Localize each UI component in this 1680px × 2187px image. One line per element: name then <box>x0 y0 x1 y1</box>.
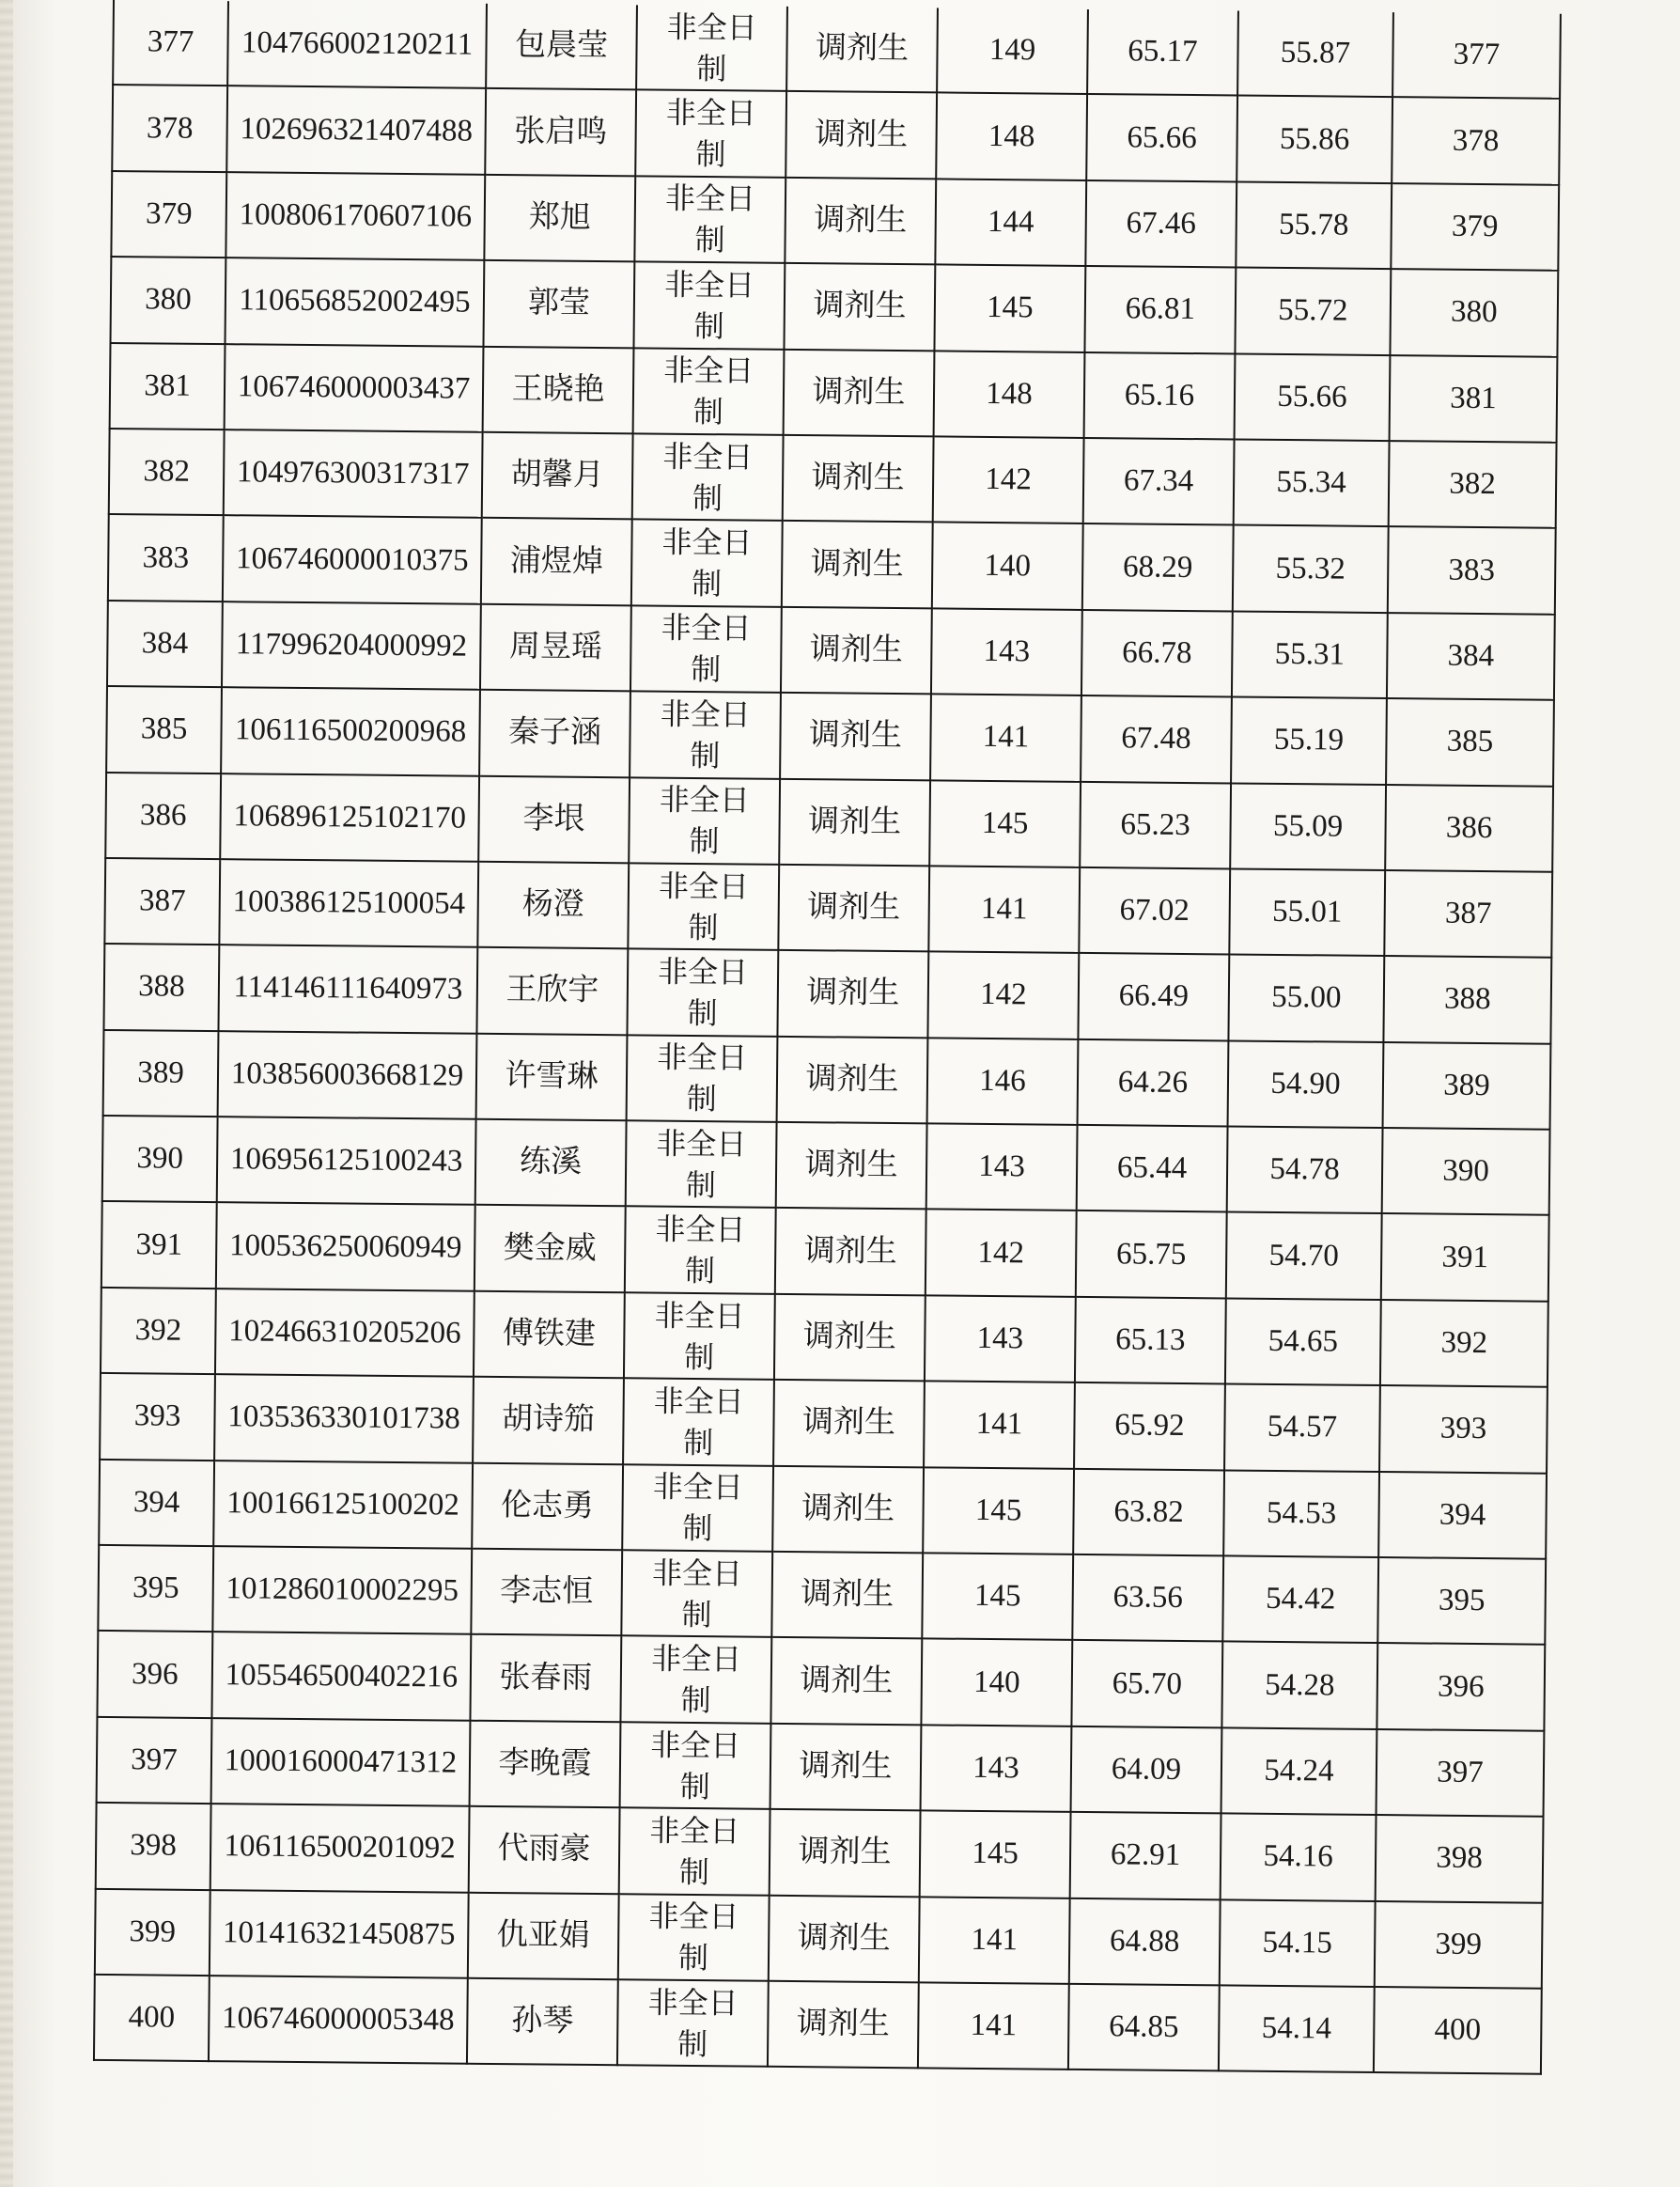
cell-score-total: 54.65 <box>1225 1298 1381 1385</box>
study-mode-line-1: 非全日 <box>664 181 756 217</box>
cell-score-total: 54.24 <box>1221 1727 1377 1815</box>
cell-category: 调剂生 <box>772 1465 924 1553</box>
cell-score-retest: 65.66 <box>1086 94 1237 181</box>
cell-score-initial: 141 <box>930 695 1081 782</box>
cell-rank: 391 <box>1381 1213 1549 1301</box>
cell-score-total: 54.78 <box>1227 1127 1383 1214</box>
cell-seq: 387 <box>104 858 220 945</box>
cell-category: 调剂生 <box>768 1981 919 2069</box>
study-mode-line-2: 制 <box>679 1769 710 1804</box>
cell-seq: 388 <box>103 944 219 1031</box>
table-row <box>108 514 1556 614</box>
cell-name: 练溪 <box>475 1119 627 1207</box>
cell-name: 仇亚娟 <box>468 1892 619 1979</box>
cell-study-mode <box>631 520 783 607</box>
study-mode-line-1: 非全日 <box>651 1555 743 1591</box>
cell-seq: 399 <box>95 1889 210 1976</box>
table-row <box>98 1545 1546 1645</box>
cell-study-mode <box>632 433 784 521</box>
cell-score-total: 54.15 <box>1220 1899 1376 1987</box>
paper-edge <box>0 0 13 2187</box>
cell-score-total: 55.00 <box>1228 955 1384 1042</box>
cell-study-mode <box>622 1464 773 1552</box>
cell-name: 王欣宇 <box>476 947 628 1035</box>
cell-category: 调剂生 <box>784 263 935 351</box>
table-row <box>107 601 1555 700</box>
cell-category: 调剂生 <box>771 1552 923 1639</box>
cell-score-total: 54.90 <box>1228 1040 1384 1128</box>
cell-study-mode <box>626 1120 777 1208</box>
cell-study-mode <box>620 1636 771 1724</box>
cell-score-retest: 66.78 <box>1081 610 1233 697</box>
cell-seq: 379 <box>111 171 226 258</box>
cell-study-mode <box>627 1035 778 1122</box>
study-mode-line-2: 制 <box>677 1941 709 1976</box>
table-row <box>105 772 1553 871</box>
cell-rank: 382 <box>1389 441 1557 528</box>
cell-score-retest: 67.48 <box>1081 695 1232 783</box>
cell-name: 周昱瑶 <box>480 604 631 692</box>
cell-category: 调剂生 <box>778 865 929 952</box>
study-mode-line-2: 制 <box>686 1082 717 1117</box>
study-mode-line-1: 非全日 <box>658 868 750 904</box>
cell-rank: 398 <box>1376 1815 1544 1902</box>
cell-rank: 388 <box>1383 956 1551 1043</box>
cell-study-mode <box>630 691 781 778</box>
table-row <box>111 257 1559 356</box>
cell-rank: 380 <box>1390 269 1558 356</box>
cell-exam-id: 106116500200968 <box>221 687 480 775</box>
cell-score-total: 54.42 <box>1222 1555 1378 1643</box>
table-row <box>101 1288 1548 1387</box>
cell-exam-id: 104766002120211 <box>227 1 487 88</box>
cell-name: 张春雨 <box>470 1634 621 1722</box>
cell-seq: 397 <box>97 1717 212 1804</box>
cell-score-total: 55.01 <box>1229 868 1385 956</box>
cell-score-retest: 62.91 <box>1070 1812 1221 1899</box>
cell-name: 伦志勇 <box>472 1462 623 1550</box>
cell-rank: 400 <box>1374 1987 1542 2074</box>
cell-category: 调剂生 <box>770 1637 922 1725</box>
cell-score-total: 54.70 <box>1226 1212 1382 1300</box>
cell-rank: 385 <box>1386 698 1554 786</box>
cell-exam-id: 103856003668129 <box>218 1031 477 1119</box>
cell-name: 孙琴 <box>467 1978 618 2066</box>
cell-score-initial: 143 <box>921 1725 1072 1812</box>
cell-score-initial: 143 <box>931 608 1082 695</box>
cell-seq: 398 <box>96 1803 211 1890</box>
cell-seq: 384 <box>107 601 223 688</box>
cell-exam-id: 100016000471312 <box>211 1718 471 1806</box>
cell-name: 李垠 <box>478 775 630 863</box>
study-mode-line-1: 非全日 <box>655 1211 746 1247</box>
cell-study-mode <box>627 949 778 1037</box>
study-mode-line-1: 非全日 <box>665 95 757 131</box>
cell-rank: 393 <box>1379 1385 1548 1473</box>
cell-rank: 386 <box>1385 785 1553 872</box>
cell-score-total: 55.34 <box>1234 439 1390 526</box>
study-mode-line-1: 非全日 <box>653 1383 744 1419</box>
cell-score-initial: 145 <box>920 1811 1071 1898</box>
study-mode-line-1: 非全日 <box>650 1727 741 1762</box>
cell-score-retest: 63.56 <box>1072 1554 1223 1642</box>
cell-study-mode <box>621 1550 772 1637</box>
study-mode-line-2: 制 <box>684 1254 716 1289</box>
cell-seq: 390 <box>102 1116 218 1203</box>
study-mode-line-2: 制 <box>682 1511 713 1546</box>
cell-category: 调剂生 <box>784 349 935 436</box>
cell-score-retest: 65.16 <box>1084 352 1236 440</box>
cell-score-retest: 67.46 <box>1085 180 1237 268</box>
cell-score-total: 55.32 <box>1233 525 1389 613</box>
cell-score-retest: 64.88 <box>1069 1898 1221 1985</box>
study-mode-line-2: 制 <box>680 1682 711 1718</box>
cell-category: 调剂生 <box>770 1724 922 1811</box>
cell-category: 调剂生 <box>785 178 936 265</box>
cell-rank: 384 <box>1387 613 1555 700</box>
study-mode-line-2: 制 <box>693 308 724 344</box>
cell-seq: 386 <box>105 772 221 859</box>
table-row <box>94 1975 1542 2074</box>
cell-category: 调剂生 <box>777 950 928 1038</box>
table-row <box>106 686 1554 786</box>
cell-score-retest: 65.13 <box>1075 1297 1226 1384</box>
cell-rank: 381 <box>1390 355 1558 443</box>
cell-score-initial: 149 <box>937 8 1088 94</box>
cell-name: 樊金威 <box>474 1205 626 1292</box>
study-mode-line-2: 制 <box>687 995 718 1031</box>
study-mode-line-1: 非全日 <box>650 1641 742 1677</box>
cell-study-mode <box>629 777 780 865</box>
cell-exam-id: 101286010002295 <box>212 1546 472 1634</box>
study-mode-line-2: 制 <box>685 1167 717 1202</box>
cell-rank: 396 <box>1377 1643 1545 1730</box>
cell-score-initial: 145 <box>922 1553 1073 1640</box>
cell-study-mode <box>618 1894 770 1981</box>
study-mode-line-1: 非全日 <box>649 1813 740 1849</box>
cell-rank: 390 <box>1382 1128 1550 1215</box>
cell-seq: 393 <box>100 1373 215 1461</box>
study-mode-line-1: 非全日 <box>654 1298 745 1334</box>
cell-study-mode <box>623 1379 774 1466</box>
cell-exam-id: 104976300317317 <box>224 430 483 518</box>
cell-score-initial: 141 <box>924 1382 1075 1469</box>
cell-score-total: 55.31 <box>1232 611 1388 698</box>
cell-score-retest: 65.92 <box>1074 1382 1225 1470</box>
cell-name: 包晨莹 <box>486 4 637 90</box>
cell-study-mode <box>634 176 786 263</box>
table-row <box>95 1889 1543 1989</box>
table-row <box>97 1717 1545 1817</box>
study-mode-line-1: 非全日 <box>657 1039 748 1075</box>
cell-name: 郭莹 <box>483 260 634 348</box>
cell-seq: 378 <box>112 85 227 172</box>
cell-study-mode <box>619 1807 770 1895</box>
cell-score-initial: 146 <box>927 1038 1079 1125</box>
cell-exam-id: 106956125100243 <box>217 1117 476 1205</box>
cell-exam-id: 102466310205206 <box>215 1289 474 1377</box>
study-mode-line-2: 制 <box>683 1425 714 1461</box>
study-mode-line-2: 制 <box>677 2026 708 2061</box>
cell-category: 调剂生 <box>786 7 938 93</box>
study-mode-line-2: 制 <box>688 910 719 945</box>
table-body <box>94 0 1561 2074</box>
cell-score-initial: 140 <box>932 523 1083 610</box>
cell-score-retest: 67.02 <box>1079 867 1230 955</box>
cell-exam-id: 103536330101738 <box>214 1374 474 1462</box>
cell-name: 胡馨月 <box>482 432 633 520</box>
cell-score-retest: 64.09 <box>1071 1726 1222 1814</box>
cell-name: 郑旭 <box>484 175 635 262</box>
study-mode-line-1: 非全日 <box>662 439 754 475</box>
cell-seq: 380 <box>111 257 226 344</box>
cell-exam-id: 110656852002495 <box>225 258 484 346</box>
cell-score-total: 55.78 <box>1236 181 1392 269</box>
study-mode-line-1: 非全日 <box>656 1126 747 1162</box>
cell-seq: 377 <box>113 0 228 86</box>
cell-score-initial: 143 <box>925 1295 1076 1382</box>
cell-rank: 392 <box>1380 1300 1548 1387</box>
table-row <box>97 1631 1545 1730</box>
cell-score-retest: 68.29 <box>1082 523 1234 611</box>
cell-seq: 400 <box>94 1975 210 2062</box>
cell-score-retest: 63.82 <box>1073 1469 1224 1556</box>
cell-name: 王晓艳 <box>483 346 634 433</box>
cell-score-retest: 65.70 <box>1071 1640 1222 1727</box>
cell-study-mode <box>633 348 785 435</box>
cell-study-mode <box>624 1292 775 1380</box>
study-mode-line-2: 制 <box>696 51 727 86</box>
cell-score-initial: 145 <box>929 780 1081 867</box>
cell-seq: 383 <box>108 514 224 601</box>
cell-rank: 378 <box>1392 97 1560 184</box>
cell-name: 杨澄 <box>477 862 629 949</box>
cell-study-mode <box>628 863 779 950</box>
cell-score-total: 54.53 <box>1223 1470 1379 1557</box>
cell-score-total: 55.86 <box>1237 96 1392 183</box>
cell-rank: 394 <box>1378 1472 1547 1559</box>
cell-score-retest: 66.81 <box>1084 266 1236 353</box>
cell-rank: 397 <box>1377 1729 1545 1817</box>
cell-exam-id: 117996204000992 <box>222 601 481 690</box>
cell-score-initial: 142 <box>933 436 1084 523</box>
cell-score-initial: 141 <box>928 866 1080 953</box>
cell-rank: 399 <box>1375 1901 1543 1989</box>
study-mode-line-2: 制 <box>690 738 721 773</box>
study-mode-line-2: 制 <box>695 137 726 172</box>
cell-score-retest: 65.44 <box>1077 1125 1228 1212</box>
study-mode-line-2: 制 <box>691 566 723 601</box>
study-mode-line-2: 制 <box>678 1854 710 1890</box>
cell-rank: 395 <box>1377 1557 1546 1645</box>
cell-exam-id: 102696321407488 <box>226 86 486 175</box>
cell-study-mode <box>630 605 782 693</box>
cell-study-mode <box>625 1207 776 1294</box>
study-mode-line-1: 非全日 <box>657 954 749 990</box>
cell-exam-id: 106746000003437 <box>225 344 484 432</box>
cell-score-retest: 65.75 <box>1076 1211 1227 1298</box>
cell-exam-id: 106746000005348 <box>209 1976 468 2064</box>
study-mode-line-1: 非全日 <box>663 267 755 303</box>
study-mode-line-2: 制 <box>689 824 720 859</box>
cell-category: 调剂生 <box>780 693 931 780</box>
cell-category: 调剂生 <box>781 607 932 695</box>
table-row <box>99 1460 1547 1559</box>
cell-seq: 395 <box>98 1545 213 1632</box>
cell-score-total: 55.66 <box>1235 353 1391 441</box>
cell-exam-id: 101416321450875 <box>210 1890 469 1978</box>
cell-score-retest: 67.34 <box>1083 438 1235 525</box>
cell-rank: 389 <box>1383 1042 1551 1130</box>
study-mode-line-1: 非全日 <box>663 352 754 388</box>
cell-score-initial: 142 <box>927 952 1079 1039</box>
cell-exam-id: 114146111640973 <box>218 945 477 1033</box>
cell-exam-id: 100166125100202 <box>213 1461 473 1549</box>
study-mode-line-1: 非全日 <box>666 9 757 45</box>
cell-name: 李晚霞 <box>470 1721 621 1808</box>
table-row <box>102 1116 1550 1215</box>
cell-score-retest: 64.26 <box>1078 1039 1229 1127</box>
cell-score-initial: 142 <box>926 1210 1077 1297</box>
cell-rank: 379 <box>1391 183 1559 271</box>
cell-study-mode <box>636 5 787 91</box>
cell-score-initial: 143 <box>926 1123 1078 1211</box>
cell-seq: 392 <box>101 1288 216 1375</box>
cell-exam-id: 106896125102170 <box>220 773 479 862</box>
cell-exam-id: 106116500201092 <box>210 1804 470 1892</box>
cell-name: 浦煜焯 <box>481 518 632 605</box>
study-mode-line-1: 非全日 <box>648 1898 739 1934</box>
cell-score-retest: 66.49 <box>1078 953 1229 1040</box>
cell-score-total: 55.09 <box>1230 783 1386 870</box>
cell-category: 调剂生 <box>774 1294 926 1382</box>
cell-score-total: 54.57 <box>1224 1384 1380 1472</box>
cell-score-initial: 145 <box>923 1467 1074 1554</box>
cell-category: 调剂生 <box>786 91 937 179</box>
cell-exam-id: 106746000010375 <box>223 515 482 603</box>
table-row <box>113 0 1561 99</box>
cell-score-retest: 65.23 <box>1080 781 1231 868</box>
cell-score-total: 55.87 <box>1237 10 1393 97</box>
cell-score-initial: 148 <box>934 351 1085 438</box>
cell-seq: 385 <box>106 686 222 773</box>
cell-study-mode <box>633 262 785 350</box>
study-mode-line-1: 非全日 <box>661 611 752 646</box>
cell-exam-id: 105546500402216 <box>211 1632 471 1721</box>
cell-exam-id: 100386125100054 <box>219 859 478 947</box>
cell-score-initial: 140 <box>921 1639 1072 1726</box>
cell-score-initial: 141 <box>918 1982 1069 2070</box>
cell-seq: 381 <box>110 343 226 430</box>
study-mode-line-1: 非全日 <box>661 524 753 560</box>
study-mode-line-2: 制 <box>694 223 725 258</box>
table-row <box>100 1373 1548 1473</box>
cell-score-total: 55.72 <box>1235 268 1391 355</box>
table-row <box>110 343 1558 443</box>
table-row <box>109 429 1557 528</box>
cell-seq: 389 <box>103 1030 219 1117</box>
table-row <box>103 944 1551 1043</box>
cell-name: 代雨豪 <box>469 1806 620 1894</box>
cell-category: 调剂生 <box>782 521 933 608</box>
cell-category: 调剂生 <box>775 1208 926 1295</box>
study-mode-line-2: 制 <box>691 652 722 687</box>
cell-score-initial: 144 <box>935 179 1086 266</box>
cell-score-retest: 65.17 <box>1087 9 1238 96</box>
cell-study-mode <box>620 1722 771 1809</box>
cell-rank: 387 <box>1384 870 1552 958</box>
cell-rank: 383 <box>1388 526 1556 614</box>
cell-exam-id: 100536250060949 <box>216 1203 475 1291</box>
cell-seq: 382 <box>109 429 225 516</box>
cell-name: 许雪琳 <box>476 1033 628 1120</box>
cell-exam-id: 100806170607106 <box>226 172 485 260</box>
table-row <box>111 171 1559 271</box>
table-row <box>101 1201 1549 1301</box>
cell-category: 调剂生 <box>769 1895 920 1982</box>
study-mode-line-2: 制 <box>681 1597 712 1632</box>
cell-category: 调剂生 <box>783 435 934 523</box>
cell-score-initial: 141 <box>919 1897 1070 1984</box>
cell-seq: 396 <box>97 1631 212 1718</box>
cell-score-total: 54.28 <box>1221 1642 1377 1729</box>
study-mode-line-2: 制 <box>692 480 723 515</box>
cell-score-initial: 145 <box>934 265 1085 352</box>
cell-name: 傅铁建 <box>474 1291 625 1379</box>
cell-score-retest: 64.85 <box>1068 1984 1220 2071</box>
cell-score-total: 54.16 <box>1221 1814 1377 1901</box>
study-mode-line-2: 制 <box>692 395 723 430</box>
study-mode-line-2: 制 <box>683 1339 715 1374</box>
cell-category: 调剂生 <box>773 1380 925 1467</box>
cell-category: 调剂生 <box>770 1809 921 1897</box>
admission-score-table <box>93 0 1562 2075</box>
table-row <box>112 85 1560 184</box>
table-row <box>96 1803 1544 1902</box>
cell-category: 调剂生 <box>777 1037 928 1124</box>
cell-rank: 377 <box>1392 12 1561 99</box>
cell-name: 胡诗笳 <box>473 1377 624 1464</box>
cell-seq: 394 <box>99 1460 214 1547</box>
cell-score-total: 54.14 <box>1219 1985 1375 2072</box>
table-row <box>104 858 1552 958</box>
cell-name: 张启鸣 <box>485 88 636 176</box>
cell-category: 调剂生 <box>779 778 930 866</box>
cell-name: 李志恒 <box>471 1549 622 1636</box>
cell-study-mode <box>617 1979 769 2067</box>
study-mode-line-1: 非全日 <box>659 782 751 818</box>
study-mode-line-1: 非全日 <box>647 1985 739 2021</box>
cell-study-mode <box>635 90 786 178</box>
cell-category: 调剂生 <box>776 1122 927 1210</box>
cell-seq: 391 <box>101 1201 217 1289</box>
cell-score-initial: 148 <box>936 93 1087 180</box>
cell-score-total: 55.19 <box>1231 697 1387 785</box>
study-mode-line-1: 非全日 <box>652 1469 744 1505</box>
table-row <box>103 1030 1551 1130</box>
cell-name: 秦子涵 <box>479 690 630 777</box>
study-mode-line-1: 非全日 <box>660 696 751 732</box>
